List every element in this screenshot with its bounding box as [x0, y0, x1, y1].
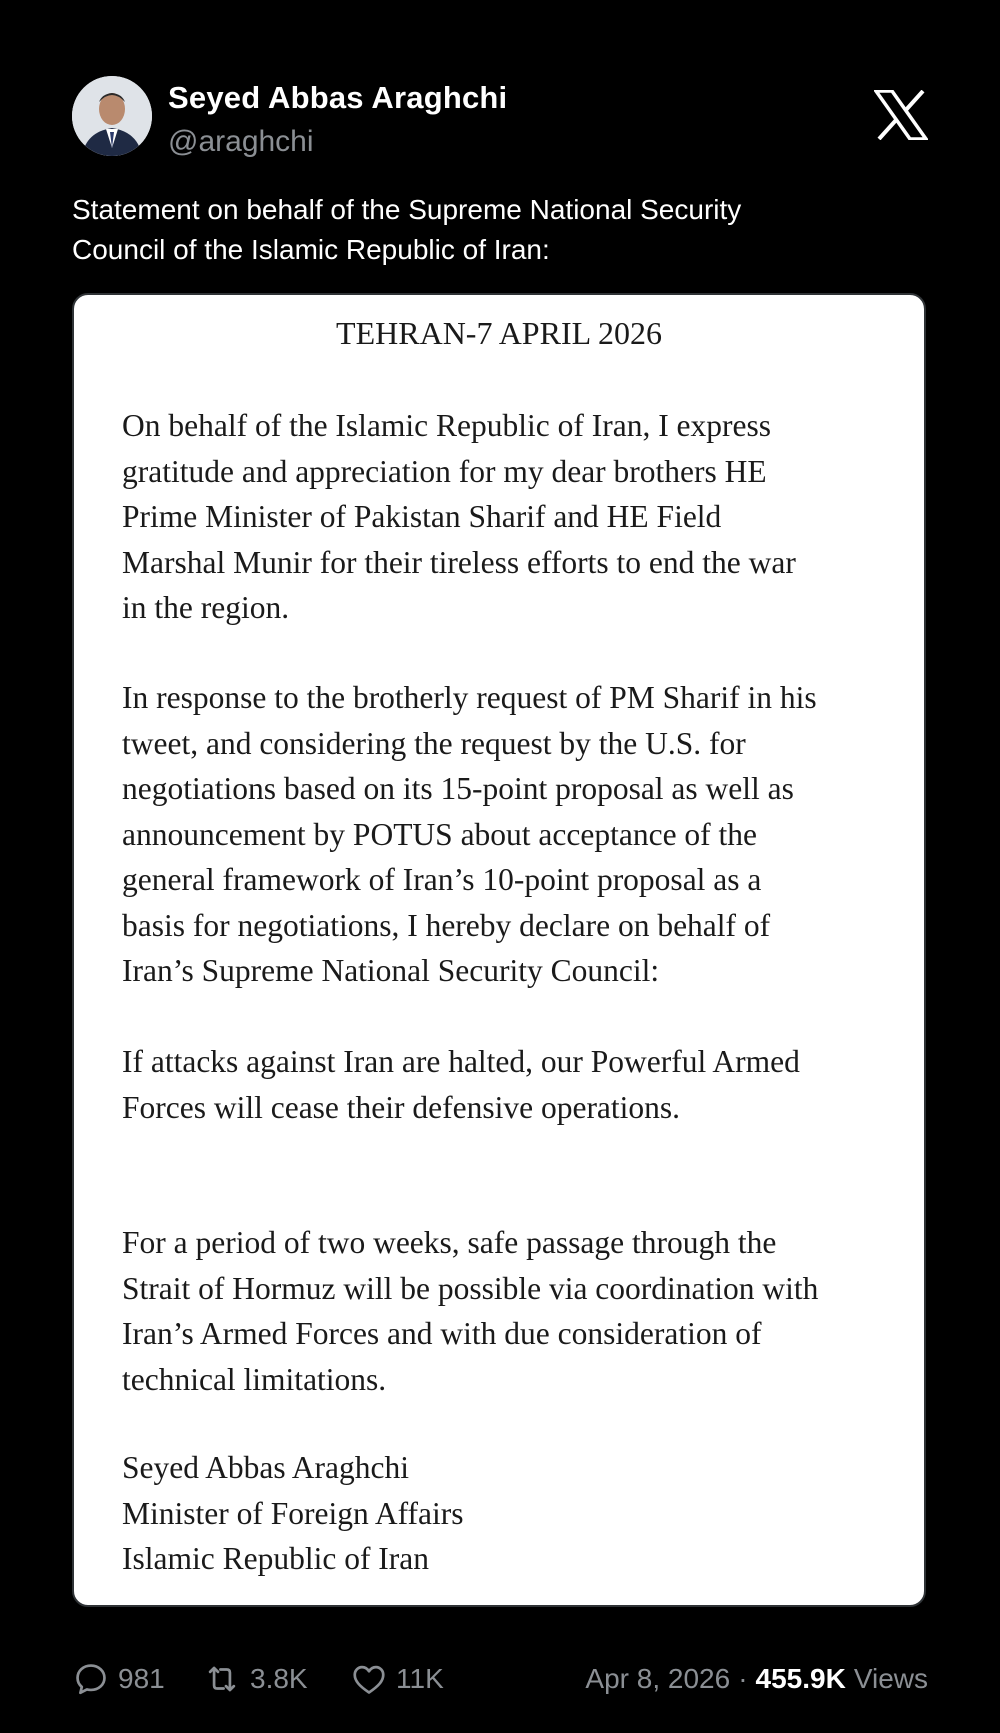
- tweet-meta: [585, 1654, 928, 1704]
- views-label: Views: [853, 1663, 928, 1694]
- statement-line: general framework of Iran’s 10-point proposal as a: [122, 862, 762, 897]
- statement-paragraph-1: [122, 403, 902, 631]
- statement-dateline: TEHRAN-7 APRIL 2026: [336, 315, 662, 351]
- statement-paragraph-2: [122, 675, 902, 994]
- statement-line: tweet, and considering the request by the U.S. for: [122, 725, 746, 761]
- meta-separator: ·: [738, 1663, 748, 1694]
- x-logo-icon[interactable]: [874, 90, 928, 140]
- reply-icon: [72, 1660, 110, 1698]
- statement-line: If attacks against Iran are halted, our Powerful Armed: [122, 1044, 800, 1079]
- tweet-header: [72, 76, 928, 158]
- statement-signature: [122, 1445, 902, 1582]
- repost-icon: [202, 1660, 242, 1698]
- statement-line: basis for negotiations, I hereby declare on behalf of: [122, 907, 771, 943]
- author-block: [168, 78, 507, 162]
- statement-line: For a period of two weeks, safe passage through the: [122, 1225, 777, 1260]
- statement-line: On behalf of the Islamic Republic of Iran, I express: [122, 408, 772, 443]
- tweet-text: [72, 190, 932, 270]
- statement-line: in the region.: [122, 590, 290, 625]
- statement-line: negotiations based on its 15-point proposal as well as: [122, 771, 794, 806]
- statement-line: Marshal Munir for their tireless efforts to end the war: [122, 544, 796, 580]
- statement-paragraph-4: [122, 1220, 902, 1402]
- tweet-text-line: Council of the Islamic Republic of Iran:: [72, 234, 550, 265]
- statement-line: gratitude and appreciation for my dear brothers HE: [122, 453, 767, 489]
- reply-count: 981: [118, 1663, 165, 1694]
- like-button[interactable]: [350, 1654, 444, 1704]
- statement-line: Prime Minister of Pakistan Sharif and HE Field: [122, 499, 722, 534]
- statement-line: announcement by POTUS about acceptance of the: [122, 816, 758, 852]
- display-name[interactable]: Seyed Abbas Araghchi: [168, 80, 508, 115]
- tweet-footer: [72, 1654, 928, 1704]
- handle[interactable]: @araghchi: [168, 125, 314, 158]
- tweet-date[interactable]: Apr 8, 2026: [585, 1663, 731, 1694]
- repost-count: 3.8K: [250, 1663, 308, 1694]
- views-count: 455.9K: [755, 1663, 846, 1694]
- signature-line: Seyed Abbas Araghchi: [122, 1450, 409, 1485]
- repost-button[interactable]: [202, 1654, 308, 1704]
- statement-paragraph-3: [122, 1039, 902, 1130]
- reply-button[interactable]: [72, 1654, 165, 1704]
- statement-line: Iran’s Armed Forces and with due consideration of: [122, 1316, 762, 1351]
- signature-line: Islamic Republic of Iran: [122, 1541, 430, 1576]
- like-icon: [350, 1660, 388, 1698]
- like-count: 11K: [396, 1663, 444, 1694]
- statement-line: In response to the brotherly request of PM Sharif in his: [122, 680, 817, 715]
- avatar[interactable]: [72, 76, 152, 156]
- statement-line: technical limitations.: [122, 1361, 387, 1397]
- statement-line: Strait of Hormuz will be possible via coordination with: [122, 1270, 819, 1306]
- tweet-text-line: Statement on behalf of the Supreme National Security: [72, 194, 742, 225]
- statement-line: Iran’s Supreme National Security Council:: [122, 953, 660, 988]
- signature-line: Minister of Foreign Affairs: [122, 1495, 464, 1531]
- statement-image[interactable]: [72, 293, 926, 1607]
- statement-line: Forces will cease their defensive operations.: [122, 1089, 681, 1125]
